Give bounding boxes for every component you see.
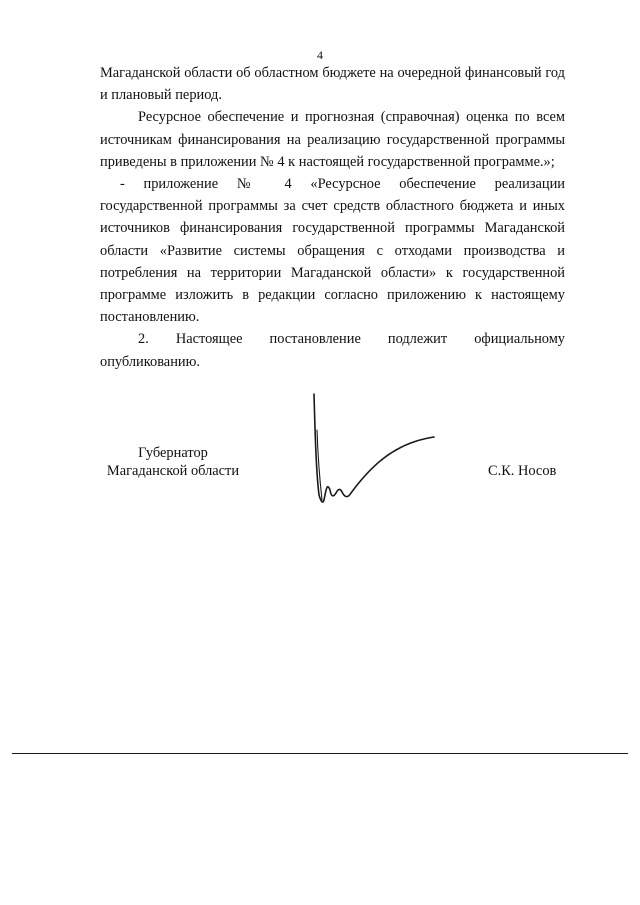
paragraph-publication: 2. Настоящее постановление подлежит официальному опубликованию. [100, 331, 565, 370]
signatory-name: С.К. Носов [488, 463, 557, 479]
handwritten-signature [300, 390, 450, 515]
signatory-title-line1: Губернатор [138, 445, 208, 461]
paragraph-resource-estimate: Ресурсное обеспечение и прогнозная (справочная) оценка по всем источникам финансирования на реализацию государственной программы приведены в приложении № 4 к настоящей государственной программе.»; [100, 109, 565, 170]
page-number: 4 [317, 48, 323, 62]
document-body [100, 62, 565, 373]
signatory-title [100, 444, 246, 480]
paragraph-appendix-amendment: - приложение № 4 «Ресурсное обеспечение реализации государственной программы за счет средств областного бюджета и иных источников финансирования государственной программы Магаданской области «Развитие системы обращения с отходами производства и потребления на территории Магаданской области» к государственной программе изложить в редакции согласно приложению к настоящему постановлению. [100, 176, 565, 326]
signatory-title-line2: Магаданской области [106, 463, 240, 479]
paragraph-continuation: Магаданской области об областном бюджете на очередной финансовый год и плановый период. [100, 65, 565, 104]
page-bottom-rule [12, 753, 628, 754]
